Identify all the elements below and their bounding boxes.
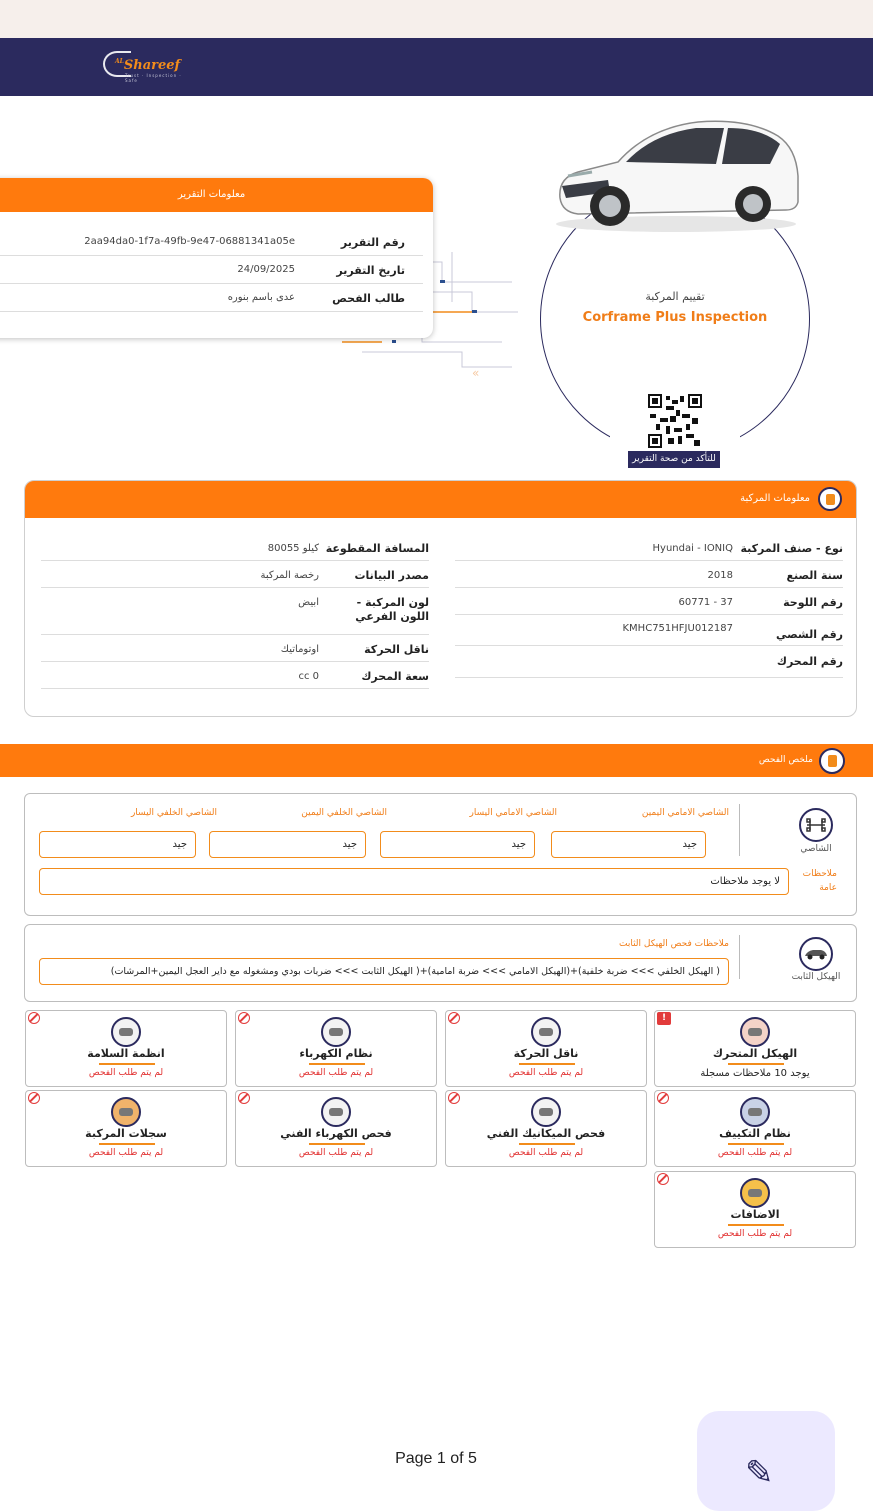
logo-text: $^{AL}$Shareef <box>115 58 181 73</box>
tile-status: لم يتم طلب الفحص <box>298 1148 374 1158</box>
chassis-number-value: KMHC751HFJU012187 <box>622 623 733 634</box>
electrical-system-icon <box>321 1017 351 1047</box>
tile-title: سجلات المركبة <box>85 1127 167 1140</box>
tile-title: فحص الميكانيك الفني <box>486 1127 606 1140</box>
plate-label: رقم اللوحة <box>783 596 843 609</box>
tile-status: لم يتم طلب الفحص <box>717 1148 793 1158</box>
engine-number-row <box>455 648 843 678</box>
fixed-frame-section <box>24 924 857 1002</box>
general-notes-label: ملاحظات عامة <box>802 869 837 893</box>
page-indicator: Page 1 of 5 <box>395 1450 477 1467</box>
tile-mechanical-check[interactable] <box>445 1090 647 1167</box>
electrical-check-icon <box>321 1097 351 1127</box>
front-right-label: الشاصي الامامي اليمين <box>641 808 729 818</box>
requester-label: طالب الفحص <box>332 292 405 305</box>
fixed-frame-notes-label: ملاحظات فحص الهيكل الثابت <box>618 939 729 949</box>
warning-icon: ! <box>657 1012 671 1025</box>
tile-electrical-check[interactable] <box>235 1090 437 1167</box>
report-info-card <box>0 178 433 338</box>
tile-title: نظام التكييف <box>719 1127 791 1140</box>
not-requested-icon <box>448 1092 460 1104</box>
mileage-value: 80055 كيلو <box>267 543 319 554</box>
tile-title: الاضافات <box>730 1208 780 1221</box>
color-value: ابيض <box>298 597 319 608</box>
tile-status: لم يتم طلب الفحص <box>508 1068 584 1078</box>
report-date-label: تاريخ التقرير <box>336 264 405 277</box>
chassis-section <box>24 793 857 916</box>
fixed-frame-label: الهيكل الثابت <box>791 972 841 982</box>
chassis-glyph <box>801 810 831 840</box>
tile-additions[interactable] <box>654 1171 856 1248</box>
tile-status: لم يتم طلب الفحص <box>717 1229 793 1239</box>
mileage-row <box>41 536 429 561</box>
tile-title: ناقل الحركة <box>513 1047 579 1060</box>
safety-systems-icon <box>111 1017 141 1047</box>
alshareef-logo[interactable] <box>103 51 195 83</box>
fixed-frame-notes-value: (الهيكل الثابت >>> ضربات بودي ومشغوله مع داير العجل اليمين+المرشات )+(الهيكل الامامي >>> ضربة امامية)+(الهيكل الخلفي >>> ضربة خلفية ) <box>39 958 729 985</box>
vehicle-records-icon <box>111 1097 141 1127</box>
not-requested-icon <box>657 1092 669 1104</box>
chassis-number-label: رقم الشصي <box>775 628 843 641</box>
svg-text:«: « <box>472 366 480 380</box>
front-left-value: جيد <box>380 831 535 858</box>
tile-ac-system[interactable] <box>654 1090 856 1167</box>
report-date-value: 24/09/2025 <box>237 264 295 275</box>
year-value: 2018 <box>707 570 733 581</box>
tile-electrical-system[interactable] <box>235 1010 437 1087</box>
data-source-value: رخصة المركبة <box>260 570 319 581</box>
mileage-label: المسافة المقطوعة <box>325 542 429 555</box>
clipboard-icon <box>819 748 845 774</box>
report-info-title: معلومات التقرير <box>0 178 433 212</box>
tile-moving-body[interactable] <box>654 1010 856 1087</box>
tile-transmission[interactable] <box>445 1010 647 1087</box>
tile-status: لم يتم طلب الفحص <box>88 1148 164 1158</box>
report-number-label: رقم التقرير <box>340 236 405 249</box>
not-requested-icon <box>448 1012 460 1024</box>
chassis-number-row <box>455 619 843 646</box>
qr-code-icon[interactable] <box>648 394 702 448</box>
data-source-row <box>41 563 429 588</box>
transmission-label: ناقل الحركة <box>364 643 429 656</box>
transmission-row <box>41 637 429 662</box>
inspection-summary-title: ملخص الفحص <box>758 755 813 765</box>
requester-value: عدى باسم بنوره <box>227 292 295 303</box>
engine-capacity-label: سعة المحرك <box>361 670 429 683</box>
logo-tagline: Trust · Inspection · Safe <box>125 73 182 83</box>
qr-verify-caption: للتأكد من صحة التقرير <box>628 451 720 468</box>
vehicle-info-header <box>25 481 856 518</box>
year-row <box>455 563 843 588</box>
chassis-icon <box>799 808 833 842</box>
front-left-label: الشاصي الامامي اليسار <box>469 808 557 818</box>
vehicle-type-row <box>455 536 843 561</box>
car-body-icon <box>799 937 833 971</box>
evaluation-label: تقييم المركبة <box>645 290 705 303</box>
general-notes-value: لا يوجد ملاحظات <box>39 868 789 895</box>
engine-number-label: رقم المحرك <box>776 655 843 668</box>
tile-title: نظام الكهرباء <box>299 1047 373 1060</box>
report-number-value: 2aa94da0-1f7a-49fb-9e47-06881341a05e <box>84 236 295 247</box>
not-requested-icon <box>238 1092 250 1104</box>
transmission-icon <box>531 1017 561 1047</box>
edit-fab-button[interactable] <box>697 1411 835 1511</box>
not-requested-icon <box>238 1012 250 1024</box>
year-label: سنة الصنع <box>786 569 843 582</box>
rear-left-value: جيد <box>39 831 196 858</box>
tile-title: الهيكل المتحرك <box>712 1047 798 1060</box>
tile-status: يوجد 10 ملاحظات مسجلة <box>700 1068 810 1079</box>
vehicle-info-title: معلومات المركبة <box>740 493 810 504</box>
pen-icon: ✎ <box>745 1453 774 1493</box>
tile-title: فحص الكهرباء الفني <box>280 1127 392 1140</box>
car-image <box>548 106 804 236</box>
plate-value: 60771 - 37 <box>678 597 733 608</box>
color-label: لون المركبة - اللون الفرعي <box>355 596 429 623</box>
rear-left-label: الشاصي الخلفي اليسار <box>130 808 217 818</box>
tile-title: انظمة السلامة <box>87 1047 165 1060</box>
vehicle-info-card <box>24 480 857 717</box>
inspection-summary-header <box>0 744 873 777</box>
vehicle-type-value: Hyundai - IONIQ <box>652 543 733 554</box>
tile-status: لم يتم طلب الفحص <box>508 1148 584 1158</box>
tile-status: لم يتم طلب الفحص <box>88 1068 164 1078</box>
requester-row <box>0 284 423 312</box>
rear-right-value: جيد <box>209 831 366 858</box>
vehicle-type-label: نوع - صنف المركبة <box>740 542 843 555</box>
not-requested-icon <box>657 1173 669 1185</box>
report-number-row <box>0 228 423 256</box>
tile-status: لم يتم طلب الفحص <box>298 1068 374 1078</box>
engine-capacity-value: cc 0 <box>298 671 319 682</box>
rear-right-label: الشاصي الخلفي اليمين <box>301 808 387 818</box>
chassis-label: الشاصي <box>800 844 832 854</box>
not-requested-icon <box>28 1092 40 1104</box>
front-right-value: جيد <box>551 831 706 858</box>
report-date-row <box>0 256 423 284</box>
plate-row <box>455 590 843 615</box>
tile-safety-systems[interactable] <box>25 1010 227 1087</box>
ac-system-icon <box>740 1097 770 1127</box>
mechanical-check-icon <box>531 1097 561 1127</box>
car-info-icon <box>818 487 842 511</box>
top-strip <box>0 0 873 38</box>
not-requested-icon <box>28 1012 40 1024</box>
engine-capacity-row <box>41 664 429 689</box>
tile-vehicle-records[interactable] <box>25 1090 227 1167</box>
evaluation-value: Corframe Plus Inspection <box>582 310 768 325</box>
car-body-glyph <box>801 939 831 969</box>
moving-body-icon <box>740 1017 770 1047</box>
additions-icon <box>740 1178 770 1208</box>
data-source-label: مصدر البيانات <box>354 569 429 582</box>
transmission-value: اوتوماتيك <box>280 644 319 655</box>
color-row <box>41 590 429 635</box>
